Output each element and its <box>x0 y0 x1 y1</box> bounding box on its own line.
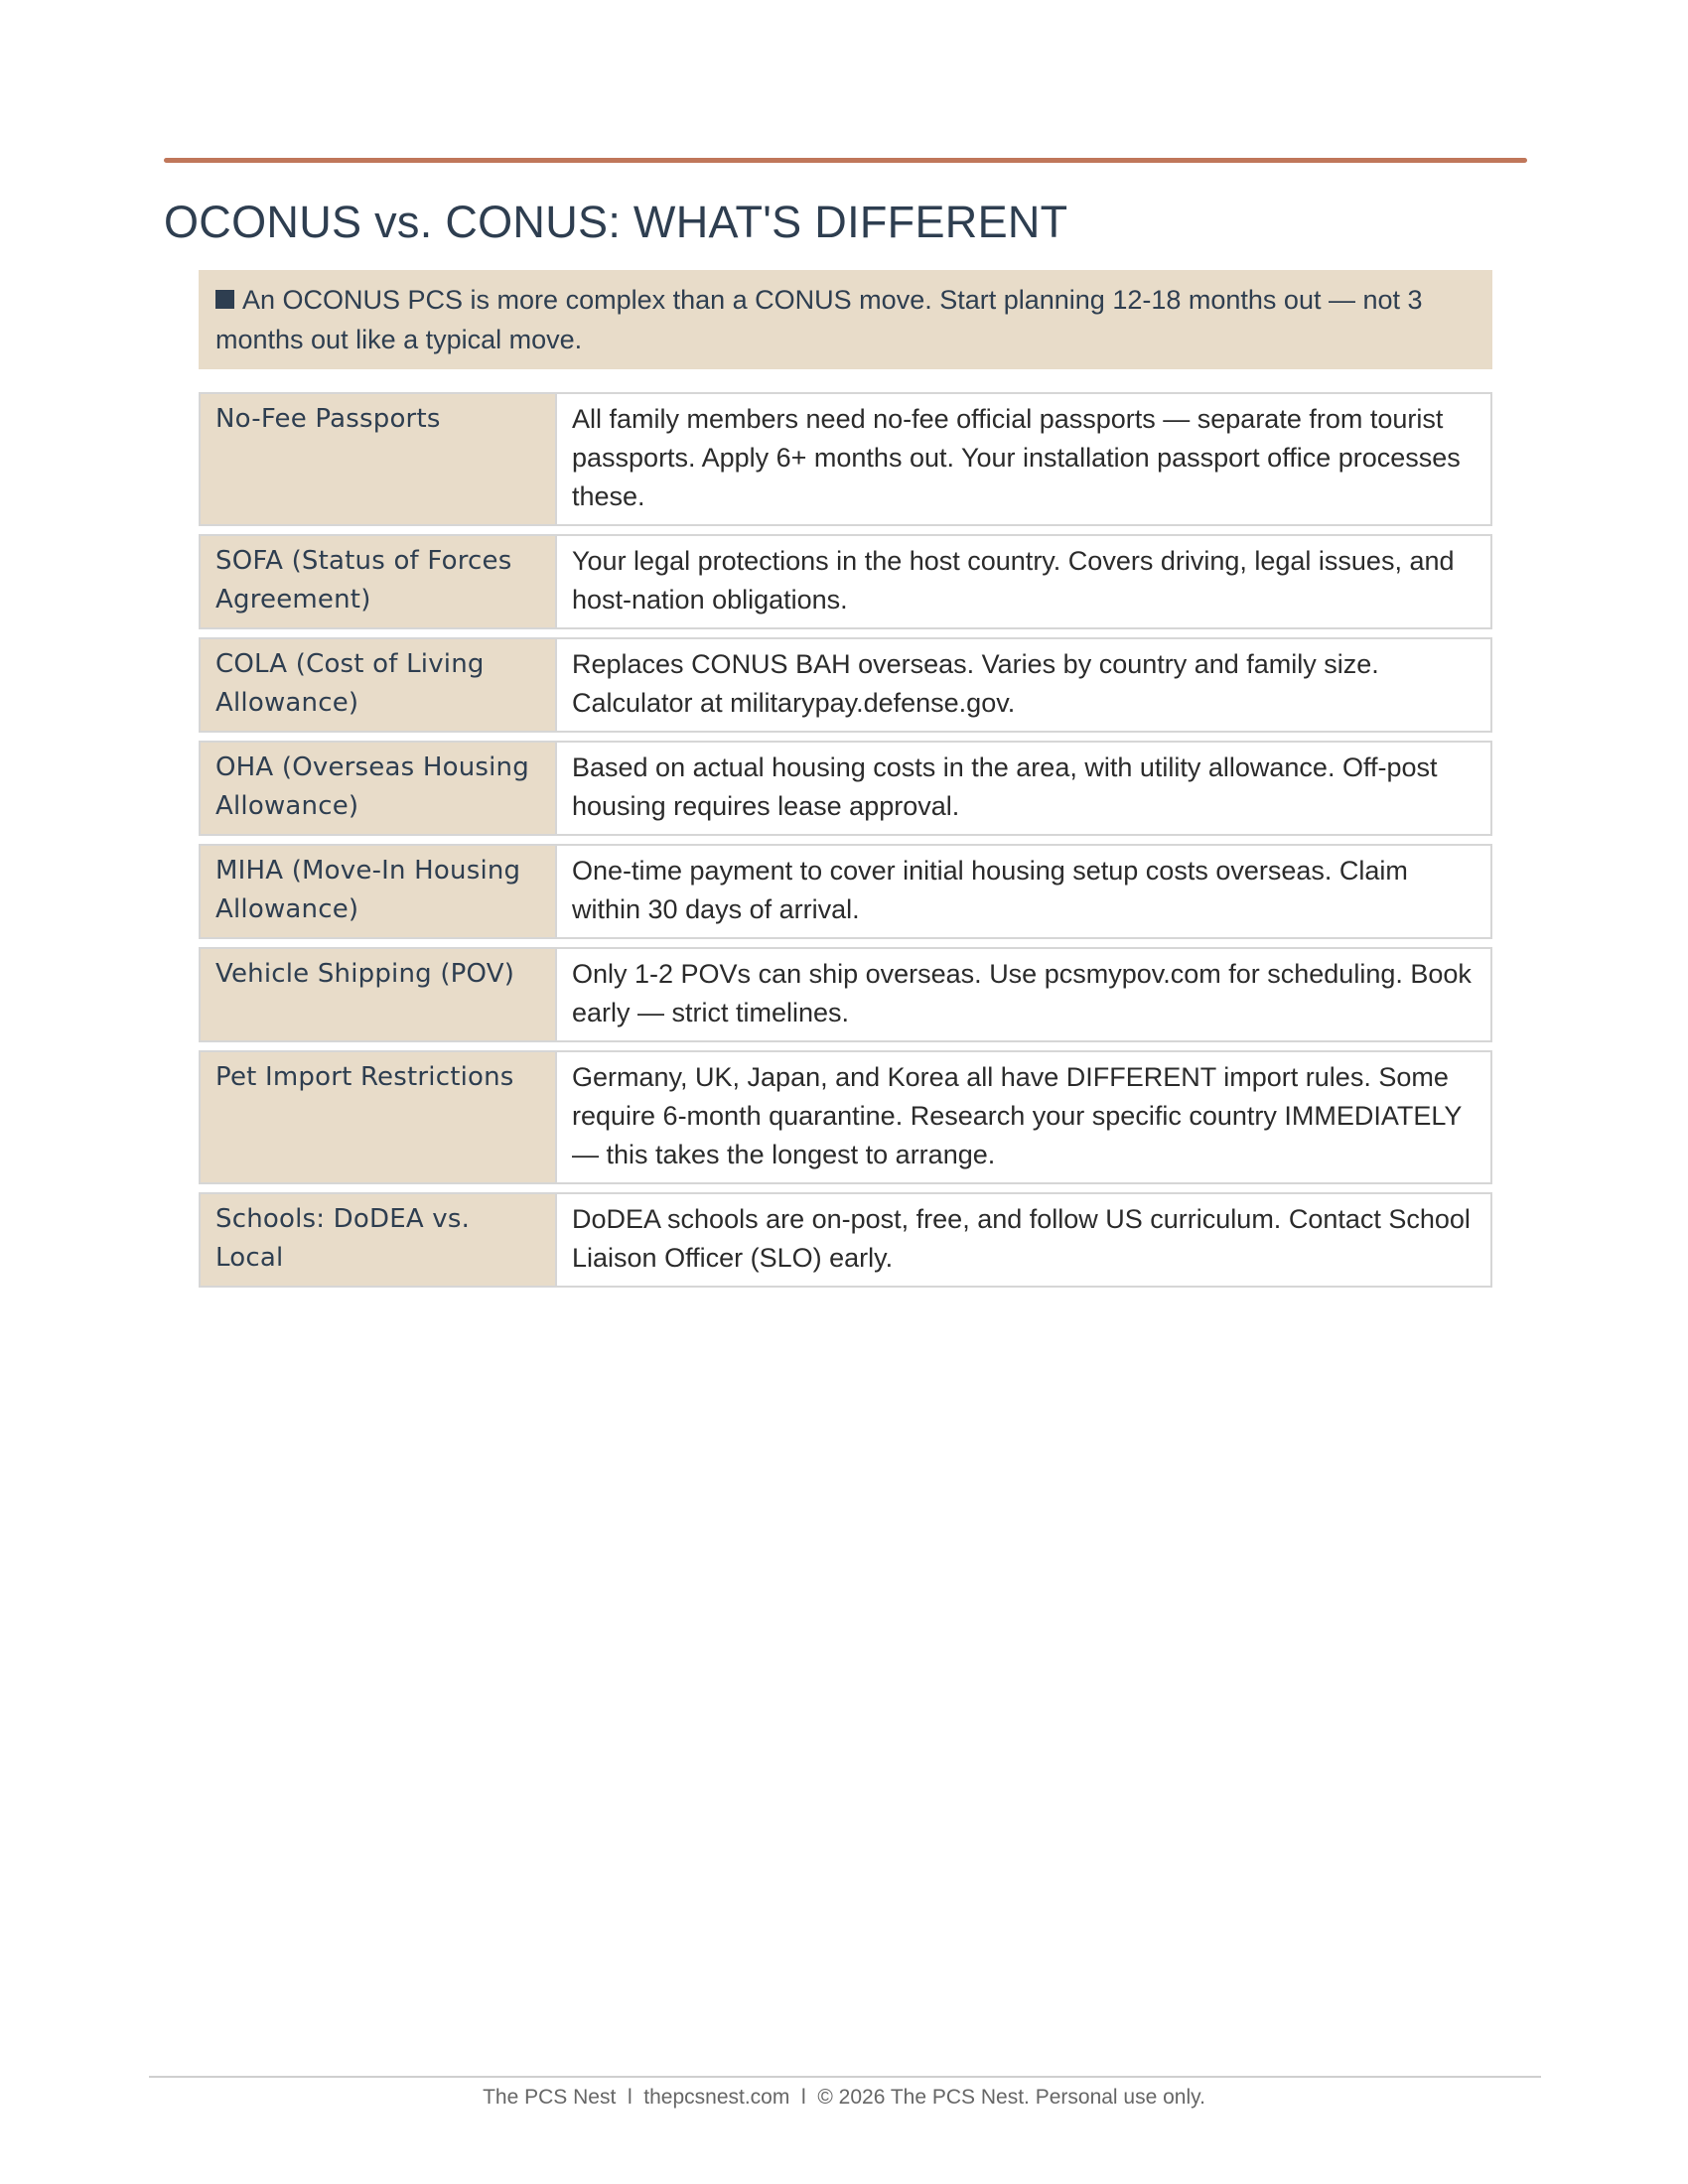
table-row <box>199 844 1492 939</box>
row-term: OHA (Overseas Housing Allowance) <box>201 743 557 834</box>
square-bullet-icon <box>215 290 234 309</box>
callout-box <box>199 270 1492 369</box>
table-row <box>199 947 1492 1042</box>
row-description: Your legal protections in the host country. Covers driving, legal issues, and host-nation obligations. <box>557 536 1490 627</box>
row-description: All family members need no-fee official passports — separate from tourist passports. Apply 6+ months out. Your installation passport office processes these. <box>557 394 1490 524</box>
row-description: Replaces CONUS BAH overseas. Varies by country and family size. Calculator at militarypay.defense.gov. <box>557 639 1490 731</box>
row-term: No-Fee Passports <box>201 394 557 524</box>
row-term: SOFA (Status of Forces Agreement) <box>201 536 557 627</box>
row-term: Vehicle Shipping (POV) <box>201 949 557 1040</box>
table-row <box>199 392 1492 526</box>
page-title: OCONUS vs. CONUS: WHAT'S DIFFERENT <box>164 197 1068 247</box>
table-row <box>199 637 1492 733</box>
row-description: Based on actual housing costs in the area, with utility allowance. Off-post housing requires lease approval. <box>557 743 1490 834</box>
row-term: Pet Import Restrictions <box>201 1052 557 1182</box>
top-accent-rule <box>164 158 1527 163</box>
row-description: Germany, UK, Japan, and Korea all have DIFFERENT import rules. Some require 6-month quarantine. Research your specific country IMMEDIATELY — this takes the longest to arrange. <box>557 1052 1490 1182</box>
table-row <box>199 741 1492 836</box>
row-description: DoDEA schools are on-post, free, and follow US curriculum. Contact School Liaison Officer (SLO) early. <box>557 1194 1490 1286</box>
row-description: Only 1-2 POVs can ship overseas. Use pcsmypov.com for scheduling. Book early — strict timelines. <box>557 949 1490 1040</box>
row-term: MIHA (Move-In Housing Allowance) <box>201 846 557 937</box>
table-row <box>199 534 1492 629</box>
table-row <box>199 1050 1492 1184</box>
row-term: COLA (Cost of Living Allowance) <box>201 639 557 731</box>
row-term: Schools: DoDEA vs. Local <box>201 1194 557 1286</box>
callout-text: An OCONUS PCS is more complex than a CONUS move. Start planning 12-18 months out — not 3 months out like a typical move. <box>215 285 1423 354</box>
footer-divider <box>149 2076 1541 2078</box>
page-footer: The PCS Nest l thepcsnest.com l © 2026 The PCS Nest. Personal use only. <box>483 2086 1205 2109</box>
row-description: One-time payment to cover initial housing setup costs overseas. Claim within 30 days of arrival. <box>557 846 1490 937</box>
table-row <box>199 1192 1492 1288</box>
comparison-table <box>199 392 1492 1296</box>
